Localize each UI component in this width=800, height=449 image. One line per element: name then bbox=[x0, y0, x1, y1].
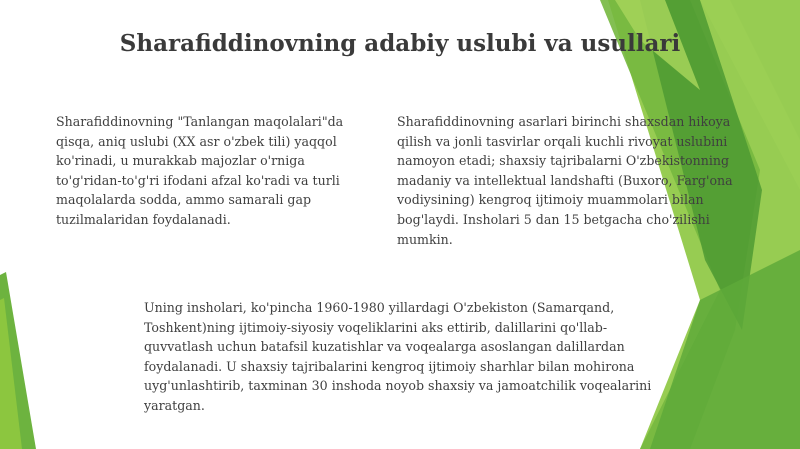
paragraph-left: Sharafiddinovning "Tanlangan maqolalari"da qisqa, aniq uslubi (XX asr o'zbek tili) yaqqol ko'rinadi, u murakkab majozlar o'rniga to'g'ridan-to'g'ri ifodani afzal ko'radi va turli maqolalarda sodda, ammo samarali gap tuzilmalaridan foydalanadi. bbox=[56, 114, 344, 227]
paragraph-bottom: Uning insholari, ko'pincha 1960-1980 yillardagi O'zbekiston (Samarqand, Toshkent)ning ijtimoiy-siyosiy voqeliklarini aks ettirib, dalillarini qo'llab-quvvatlash uchun batafsil kuzatishlar va voqealarga asoslangan dalillardan foydalanadi. U shaxsiy tajribalarini kengroq ijtimoiy sharhlar bilan mohirona uyg'unlashtirib, taxminan 30 inshoda noyob shaxsiy va jamoatchilik voqealarini yaratgan. bbox=[144, 300, 652, 413]
paragraph-right: Sharafiddinovning asarlari birinchi shaxsdan hikoya qilish va jonli tasvirlar orqali kuchli rivoyat uslubini namoyon etadi; shaxsiy tajribalarni O'zbekistonning madaniy va intellektual landshafti (Buxoro, Farg'ona vodiysining) kengroq ijtimoiy muammolari bilan bog'laydi. Insholari 5 dan 15 betgacha cho'zilishi mumkin. bbox=[397, 114, 733, 247]
slide-title: Sharafiddinovning adabiy uslubi va usullari bbox=[119, 30, 681, 57]
